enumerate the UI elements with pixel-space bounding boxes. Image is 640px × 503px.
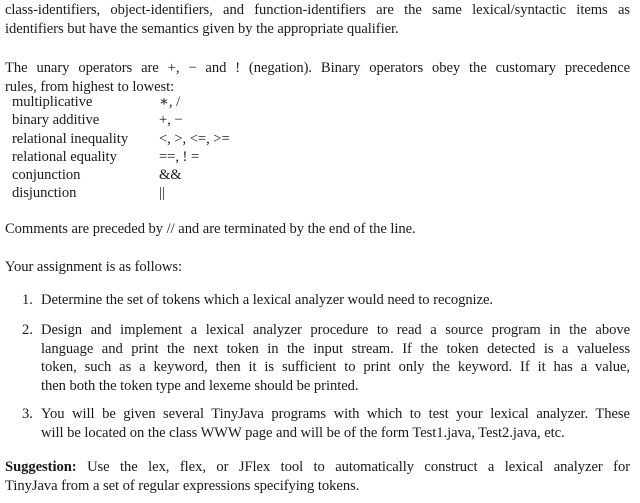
text-line: Design and implement a lexical analyzer procedure to read a source program in the above (41, 322, 630, 338)
text-line: The unary operators are +, − and ! (negation). Binary operators obey the customary precedence (5, 60, 630, 76)
text-line: then both the token type and lexeme should be printed. (41, 377, 359, 394)
text-line: You will be given several TinyJava programs with which to test your lexical analyzer. These (41, 406, 630, 422)
text-line: identifiers but have the semantics given by the appropriate qualifier. (5, 20, 399, 37)
text-line: will be located on the class WWW page and will be of the form Test1.java, Test2.java, etc. (41, 424, 565, 441)
item-number: 3. (22, 406, 33, 422)
table-row (12, 111, 230, 129)
precedence-category: relational equality (12, 148, 117, 165)
text-line: language and print the next token in the input stream. If the token detected is a valueless (41, 340, 630, 357)
text-line: TinyJava from a set of regular expressions specifying tokens. (5, 477, 360, 494)
operators-paragraph (5, 59, 630, 96)
text-line: class-identifiers, object-identifiers, and function-identifiers are the same lexical/syntactic items as (5, 2, 630, 18)
item-number: 2. (22, 322, 33, 338)
item-body (41, 405, 630, 442)
comments-paragraph: Comments are preceded by // and are terminated by the end of the line. (5, 221, 416, 237)
precedence-category: conjunction (12, 167, 81, 184)
precedence-operators: +, − (159, 112, 183, 129)
identifiers-paragraph (5, 1, 630, 38)
precedence-category: binary additive (12, 112, 100, 129)
item-body (41, 291, 630, 310)
precedence-operators: <, >, <=, >= (159, 130, 230, 147)
text-line: token, such as a keyword, then it is sufficient to print only the keyword. If it has a value, (41, 359, 630, 375)
table-row (12, 166, 230, 184)
table-row (12, 148, 230, 166)
table-row (12, 184, 230, 202)
precedence-operators: || (159, 185, 165, 202)
precedence-category: multiplicative (12, 94, 93, 110)
precedence-operators: ∗, / (159, 94, 181, 110)
text-line: Determine the set of tokens which a lexical analyzer would need to recognize. (41, 292, 494, 308)
text-line: rules, from highest to lowest: (5, 78, 175, 95)
item-number: 1. (22, 292, 33, 308)
precedence-category: disjunction (12, 185, 77, 202)
table-row (12, 93, 230, 111)
suggestion-text: Use the lex, flex, or JFlex tool to automatically construct a lexical analyzer for (87, 459, 630, 475)
precedence-table (12, 93, 230, 203)
precedence-category: relational inequality (12, 130, 129, 147)
item-body (41, 321, 630, 395)
suggestion-paragraph (5, 458, 630, 495)
assignment-intro: Your assignment is as follows: (5, 259, 183, 275)
precedence-operators: ==, ! = (159, 148, 200, 165)
precedence-operators: && (159, 167, 182, 184)
suggestion-label: Suggestion: (5, 459, 77, 475)
text-line (5, 458, 630, 477)
table-row (12, 130, 230, 148)
